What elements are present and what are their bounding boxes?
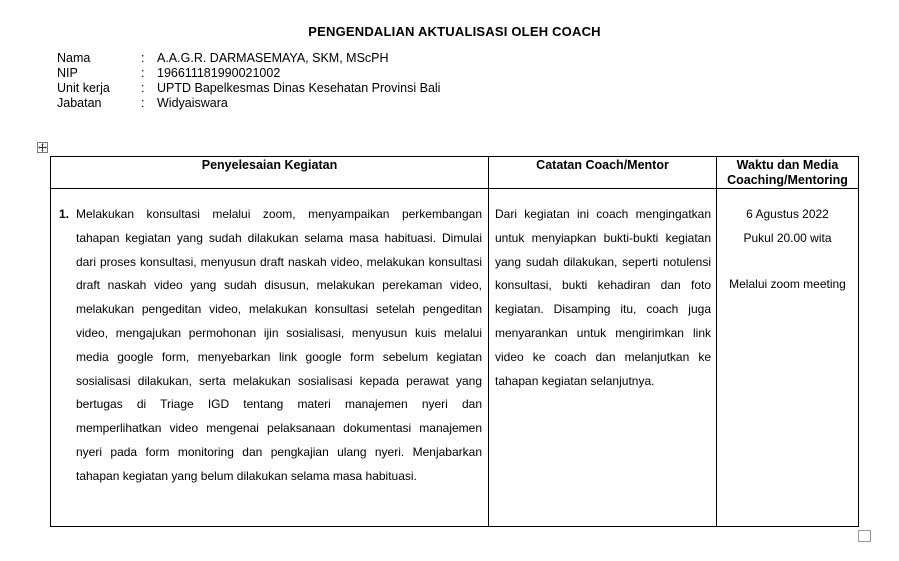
- info-row-nama: [57, 51, 440, 66]
- info-value: A.A.G.R. DARMASEMAYA, SKM, MScPH: [157, 51, 389, 65]
- table-row: [51, 189, 859, 527]
- session-date: 6 Agustus 2022: [746, 207, 829, 221]
- table-resize-handle[interactable]: [858, 530, 871, 542]
- info-row-unit-kerja: [57, 81, 440, 96]
- kegiatan-text: Melakukan konsultasi melalui zoom, menyampaikan perkembangan tahapan kegiatan yang sudah dilakukan selama masa habituasi. Dimulai dari proses konsultasi, menyusun draft naskah video, melakukan konsultasi draft naskah video yang sudah disusun, melakukan perekaman video, melakukan pengeditan video, melakukan konsultasi setelah pengeditan video, mengajukan permohonan ijin sosialisasi, menyusun kuis melalui media google form, menyebarkan link google form sebelum kegiatan sosialisasi dilakukan, serta melakukan sosialisasi kepada perawat yang bertugas di Triage IGD tentang materi manajemen nyeri dan memperlihatkan video mengenai pelaksanaan dokumentasi manajemen nyeri pada form monitoring dan pengkajian ulang nyeri. Menjabarkan tahapan kegiatan yang belum dilakukan selama masa habituasi.: [76, 207, 482, 483]
- info-label: Nama: [57, 51, 91, 65]
- cell-catatan: [489, 189, 717, 527]
- list-number: 1.: [59, 207, 70, 221]
- header-catatan-coach: Catatan Coach/Mentor: [489, 157, 717, 189]
- header-waktu-media: Waktu dan Media Coaching/Mentoring: [717, 157, 859, 189]
- identity-block: [57, 51, 440, 111]
- info-value: Widyaiswara: [157, 96, 228, 110]
- cell-waktu-media: [717, 189, 859, 527]
- page-title: PENGENDALIAN AKTUALISASI OLEH COACH: [308, 24, 601, 39]
- header-penyelesaian-kegiatan: Penyelesaian Kegiatan: [51, 157, 489, 189]
- session-time: Pukul 20.00 wita: [743, 230, 832, 245]
- info-colon: :: [141, 66, 145, 80]
- cell-kegiatan: [51, 189, 489, 527]
- catatan-text: Dari kegiatan ini coach mengingatkan untuk menyiapkan bukti-bukti kegiatan yang sudah dilakukan, seperti notulensi konsultasi, bukti kehadiran dan foto kegiatan. Disamping itu, coach juga menyarankan untuk mengirimkan link video ke coach dan melanjutkan ke tahapan kegiatan selanjutnya.: [495, 207, 711, 388]
- info-label: Jabatan: [57, 96, 102, 110]
- info-label: Unit kerja: [57, 81, 110, 95]
- info-row-nip: [57, 66, 440, 81]
- info-label: NIP: [57, 66, 78, 80]
- info-colon: :: [141, 51, 145, 65]
- table-move-handle-icon[interactable]: [37, 142, 48, 153]
- session-media: Melalui zoom meeting: [729, 276, 846, 291]
- table-header-row: [51, 157, 859, 189]
- info-colon: :: [141, 96, 145, 110]
- coaching-table: [50, 156, 859, 527]
- info-value: 196611181990021002: [157, 66, 281, 80]
- info-colon: :: [141, 81, 145, 95]
- info-value: UPTD Bapelkesmas Dinas Kesehatan Provinsi Bali: [157, 81, 441, 95]
- info-row-jabatan: [57, 96, 440, 111]
